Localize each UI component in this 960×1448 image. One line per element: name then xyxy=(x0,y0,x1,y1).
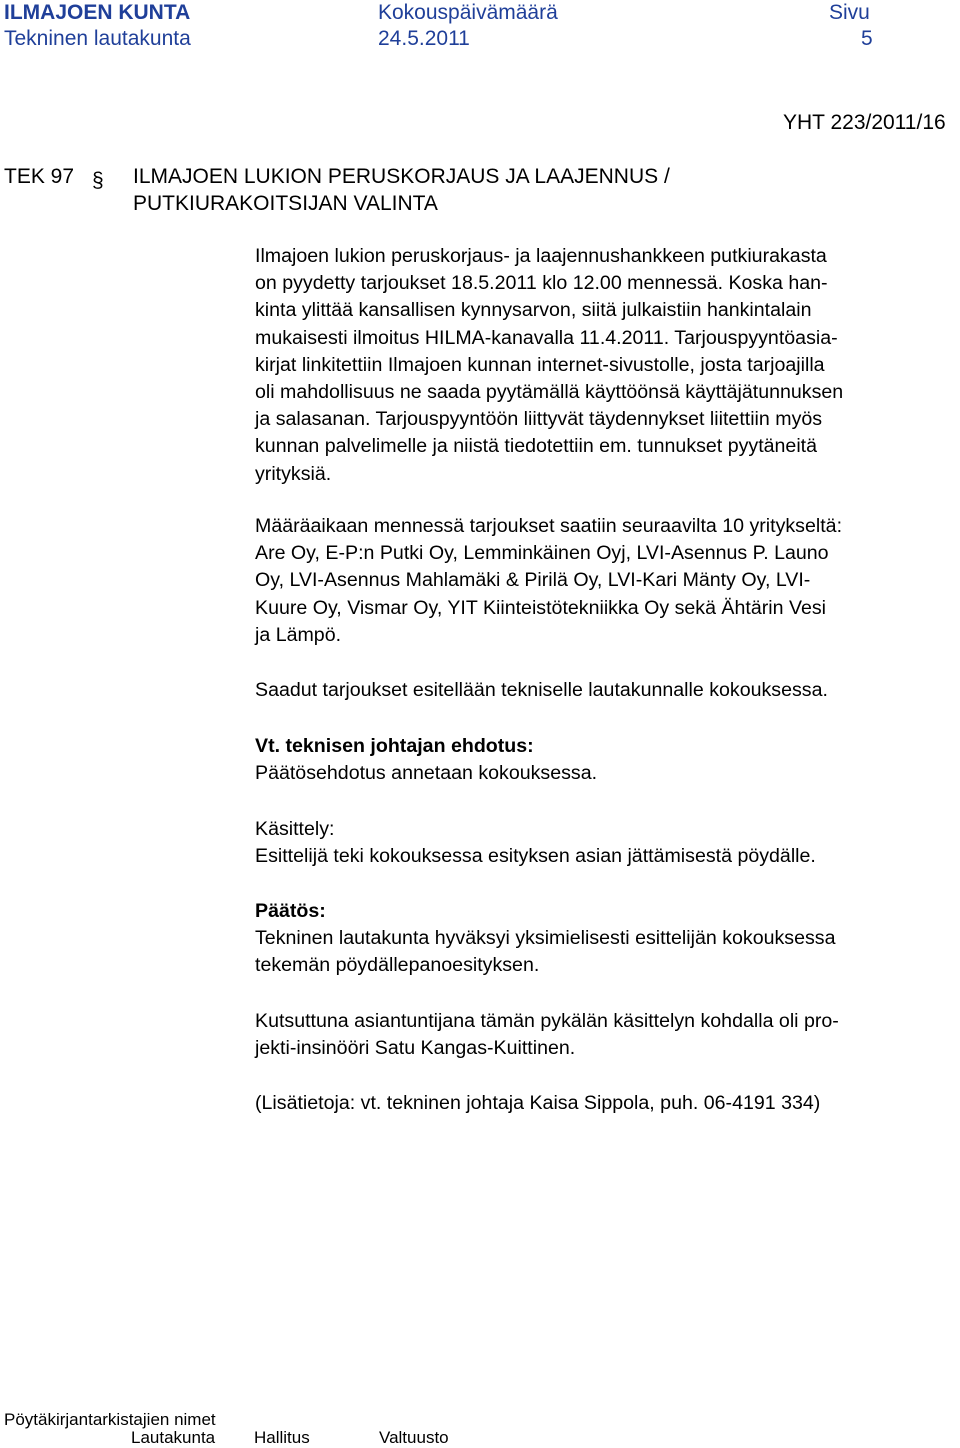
text-line: Oy, LVI-Asennus Mahlamäki & Pirilä Oy, LVI-Kari Mänty Oy, LVI- xyxy=(255,569,811,592)
case-reference: YHT 223/2011/16 xyxy=(783,111,946,134)
section-title-line-1: ILMAJOEN LUKION PERUSKORJAUS JA LAAJENNUS / xyxy=(133,165,670,188)
text-line: kirjat linkitettiin Ilmajoen kunnan internet-sivustolle, josta tarjoajilla xyxy=(255,353,825,376)
footer-checkers-label: Pöytäkirjantarkistajien nimet xyxy=(4,1410,216,1429)
presentation-paragraph xyxy=(255,677,955,704)
offers-paragraph xyxy=(255,513,955,649)
footer-body-valtuusto: Valtuusto xyxy=(379,1428,449,1447)
handling-heading: Käsittely: xyxy=(255,818,335,840)
text-line: kunnan palvelimelle ja niistä tiedotettiin em. tunnukset pyytäneitä xyxy=(255,435,818,458)
municipality-name: ILMAJOEN KUNTA xyxy=(4,1,191,24)
intro-paragraph xyxy=(255,243,955,488)
section-symbol: § xyxy=(92,169,104,192)
handling-text: Esittelijä teki kokouksessa esityksen asian jättämisestä pöydälle. xyxy=(255,845,816,868)
meeting-date: 24.5.2011 xyxy=(378,27,470,50)
decision-heading: Päätös: xyxy=(255,900,326,922)
text-line: Are Oy, E-P:n Putki Oy, Lemminkäinen Oyj, LVI-Asennus P. Launo xyxy=(255,542,829,565)
page-label: Sivu xyxy=(829,1,870,24)
proposal-text: Päätösehdotus annetaan kokouksessa. xyxy=(255,762,598,785)
proposal-section xyxy=(255,733,955,787)
text-line: tekemän pöydällepanoesityksen. xyxy=(255,954,540,977)
text-line: Tekninen lautakunta hyväksyi yksimielisesti esittelijän kokouksessa xyxy=(255,927,836,950)
text-line: ja salasanan. Tarjouspyyntöön liittyvät täydennykset liitettiin myös xyxy=(255,408,823,431)
decision-section xyxy=(255,898,955,980)
date-label: Kokouspäivämäärä xyxy=(378,1,558,24)
text-line: Kuure Oy, Vismar Oy, YIT Kiinteistötekniikka Oy sekä Ähtärin Vesi xyxy=(255,596,826,619)
text-line: (Lisätietoja: vt. tekninen johtaja Kaisa Sippola, puh. 06-4191 334) xyxy=(255,1092,821,1114)
text-line: mukaisesti ilmoitus HILMA-kanavalla 11.4.2011. Tarjouspyyntöasia- xyxy=(255,326,838,349)
section-code: TEK 97 xyxy=(4,165,75,188)
handling-section xyxy=(255,816,955,870)
info-paragraph xyxy=(255,1090,955,1117)
section-title-line-2: PUTKIURAKOITSIJAN VALINTA xyxy=(133,192,438,215)
text-line: kinta ylittää kansallisen kynnysarvon, siitä julkaistiin hankintalain xyxy=(255,299,812,322)
text-line: yrityksiä. xyxy=(255,462,332,485)
text-line: Määräaikaan mennessä tarjoukset saatiin seuraavilta 10 yritykseltä: xyxy=(255,515,843,537)
text-line: Kutsuttuna asiantuntijana tämän pykälän käsittelyn kohdalla oli pro- xyxy=(255,1010,839,1032)
footer-body-hallitus: Hallitus xyxy=(254,1428,310,1447)
text-line: ja Lämpö. xyxy=(255,623,342,646)
text-line: Ilmajoen lukion peruskorjaus- ja laajennushankkeen putkiurakasta xyxy=(255,245,827,267)
text-line: oli mahdollisuus ne saada pyytämällä käyttöönsä käyttäjätunnuksen xyxy=(255,381,844,404)
text-line: jekti-insinööri Satu Kangas-Kuittinen. xyxy=(255,1037,576,1060)
text-line: on pyydetty tarjoukset 18.5.2011 klo 12.00 mennessä. Koska han- xyxy=(255,272,828,295)
committee-name: Tekninen lautakunta xyxy=(4,27,191,50)
expert-paragraph xyxy=(255,1008,955,1062)
footer-body-lautakunta: Lautakunta xyxy=(131,1428,216,1447)
proposal-heading: Vt. teknisen johtajan ehdotus: xyxy=(255,735,534,757)
text-line: Saadut tarjoukset esitellään tekniselle lautakunnalle kokouksessa. xyxy=(255,679,828,701)
page-number: 5 xyxy=(861,27,873,50)
